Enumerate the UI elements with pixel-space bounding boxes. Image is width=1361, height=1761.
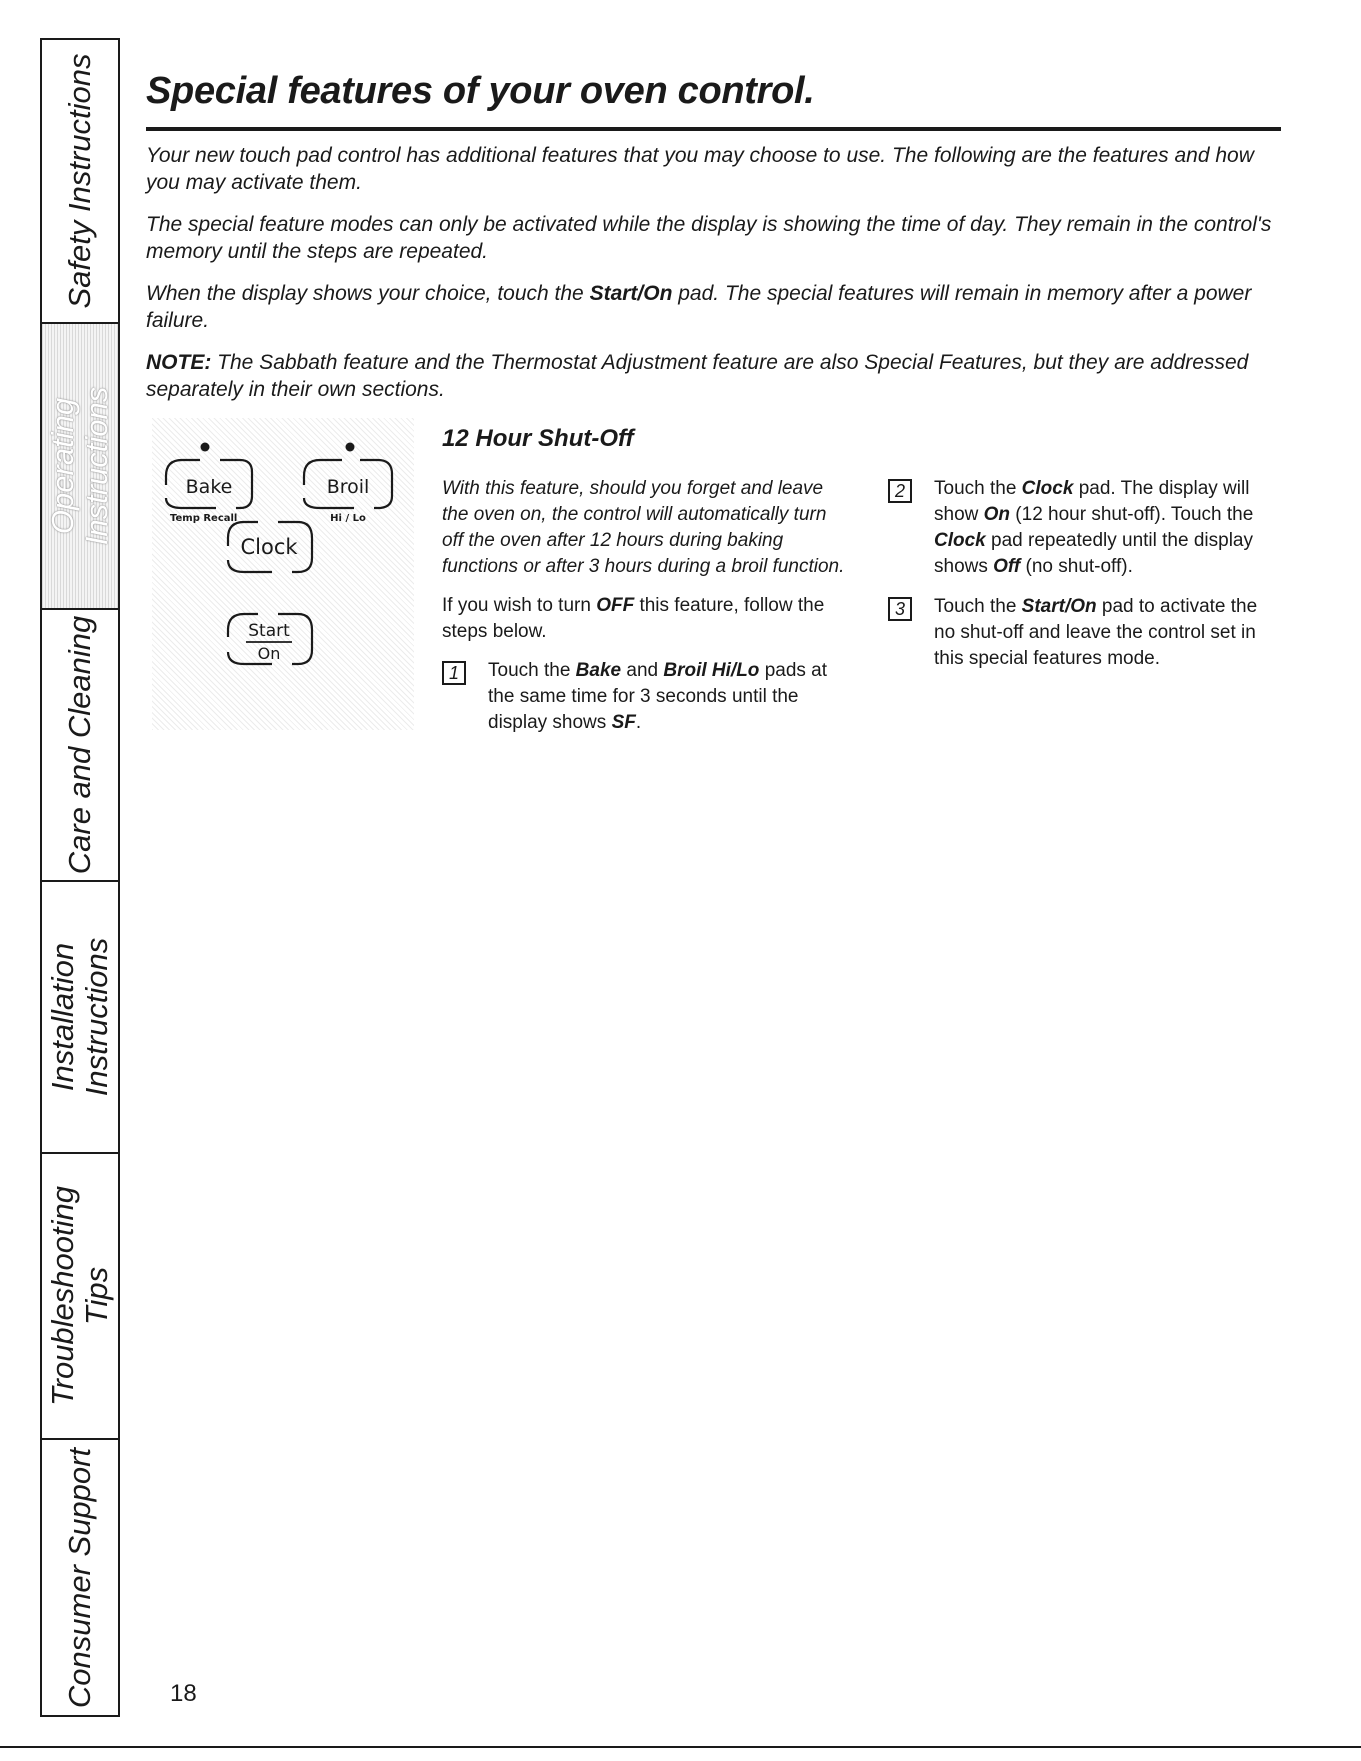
temp-recall-label: Temp Recall [170,513,238,524]
step-number: 2 [888,479,912,503]
step-2: 2 Touch the Clock pad. The display will show On (12 hour shut-off). Touch the Clock pad repeatedly until the display shows Off (no shut-off). [888,476,1278,580]
note-paragraph: NOTE: The Sabbath feature and the Thermostat Adjustment feature are also Special Features, but they are addressed separately in their own sections. [146,351,1249,401]
tab-label: Consumer Support [62,1447,97,1708]
tab-consumer-support[interactable] [42,1440,118,1715]
control-panel-illustration [152,418,414,730]
hi-lo-label: Hi / Lo [330,513,366,524]
side-tab-nav [40,38,120,1717]
bake-indicator-light [201,443,210,452]
intro-paragraph: The special feature modes can only be activated while the display is showing the time of day. They remain in the control's memory until the steps are repeated. [146,213,1272,263]
section-column-left [442,476,852,750]
start-label: Start [248,621,290,641]
clock-label: Clock [240,535,298,559]
tab-troubleshooting-tips[interactable] [42,1154,118,1440]
bottom-rule [0,1746,1361,1748]
tab-operating-instructions[interactable] [42,324,118,610]
intro-paragraph: When the display shows your choice, touch the Start/On pad. The special features will remain in memory after a power failure. [146,282,1252,332]
section-title: 12 Hour Shut-Off [442,425,634,452]
feature-description: With this feature, should you forget and leave the oven on, the control will automatically turn off the oven after 12 hours during baking functions or after 3 hours during a broil function. [442,478,845,577]
broil-label: Broil [326,476,370,498]
tab-label: Safety Instructions [62,53,97,309]
on-label: On [257,644,281,663]
tab-care-and-cleaning[interactable] [42,610,118,882]
tab-label: Installation Instructions [45,937,114,1097]
broil-indicator-light [346,443,355,452]
tab-installation-instructions[interactable] [42,882,118,1154]
title-underline [146,127,1281,131]
step-number: 3 [888,597,912,621]
step-3: 3 Touch the Start/On pad to activate the no shut-off and leave the control set in this special features mode. [888,594,1278,672]
step-number: 1 [442,661,466,685]
off-instructions: If you wish to turn OFF this feature, follow the steps below. [442,595,825,642]
section-column-right [888,476,1278,686]
intro-paragraph: Your new touch pad control has additional features that you may choose to use. The following are the features and how you may activate them. [146,144,1254,194]
tab-label: Care and Cleaning [62,615,97,875]
bake-label: Bake [185,476,233,498]
page-title: Special features of your oven control. [146,70,815,112]
tab-label: Troubleshooting Tips [45,1185,114,1407]
tab-safety-instructions[interactable] [42,40,118,324]
intro-text [146,142,1286,418]
page-number: 18 [170,1680,197,1707]
tab-label: Operating Instructions [45,386,114,546]
step-1: 1 Touch the Bake and Broil Hi/Lo pads at the same time for 3 seconds until the display shows SF. [442,658,852,736]
